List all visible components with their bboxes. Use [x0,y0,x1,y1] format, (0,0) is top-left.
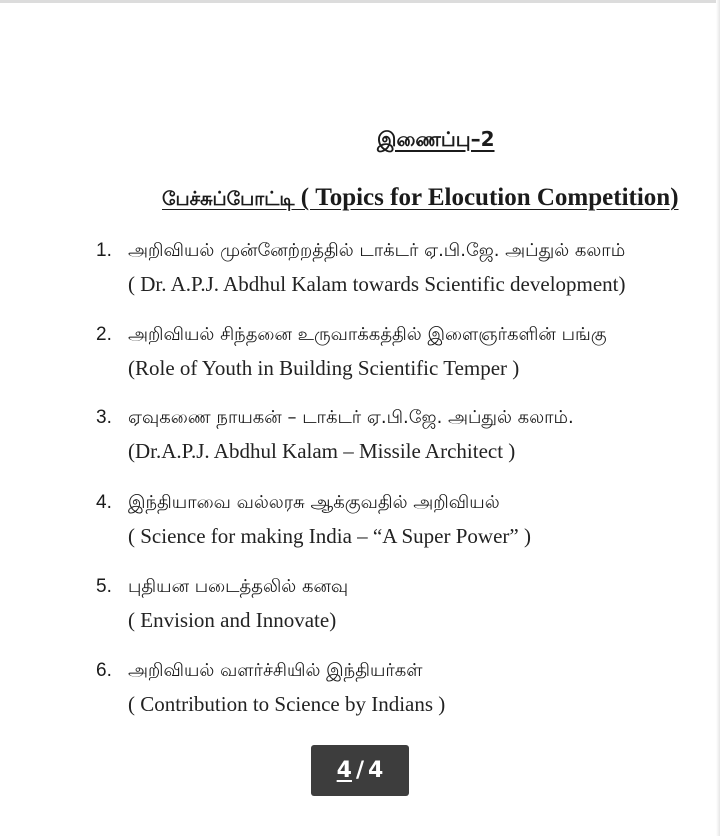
topic-number: 3. [96,407,112,428]
subtitle-english: ( Topics for Elocution Competition) [294,184,679,211]
topic-number: 2. [96,324,112,345]
topic-english: ( Dr. A.P.J. Abdhul Kalam towards Scientific development) [128,272,626,296]
topic-tamil: புதியன படைத்தலில் கனவு [128,576,349,597]
topic-number: 4. [96,492,112,513]
topic-item [96,492,716,549]
topic-number: 6. [96,660,112,681]
topic-tamil: அறிவியல் முன்னேற்றத்தில் டாக்டர் ஏ.பி.ஜே. அப்துல் கலாம் [128,240,626,261]
page-subtitle [162,184,679,213]
page-indicator[interactable] [311,745,409,796]
topic-english: (Role of Youth in Building Scientific Temper ) [128,356,520,380]
page-title: இணைப்பு–2 [377,127,495,151]
topic-item [96,324,716,381]
topic-english: (Dr.A.P.J. Abdhul Kalam – Missile Architect ) [128,439,516,463]
topic-item [96,407,716,464]
topic-english: ( Contribution to Science by Indians ) [128,692,446,716]
topic-tamil: இந்தியாவை வல்லரசு ஆக்குவதில் அறிவியல் [128,492,500,513]
current-page-number: 4 [336,758,352,783]
topic-tamil: அறிவியல் சிந்தனை உருவாக்கத்தில் இளைஞர்களின் பங்கு [128,324,607,345]
page-separator: / [355,758,365,783]
subtitle-tamil: பேச்சுப்போட்டி [162,188,295,210]
topic-number: 1. [96,240,112,261]
topic-item [96,240,716,297]
topic-item [96,576,716,633]
topic-tamil: அறிவியல் வளர்ச்சியில் இந்தியர்கள் [128,660,423,681]
topic-english: ( Envision and Innovate) [128,608,337,632]
topic-item [96,660,716,717]
topic-tamil: ஏவுகணை நாயகன் – டாக்டர் ஏ.பி.ஜே. அப்துல் கலாம். [128,407,574,428]
topic-number: 5. [96,576,112,597]
total-page-count: 4 [368,758,384,783]
topic-english: ( Science for making India – “A Super Power” ) [128,524,531,548]
